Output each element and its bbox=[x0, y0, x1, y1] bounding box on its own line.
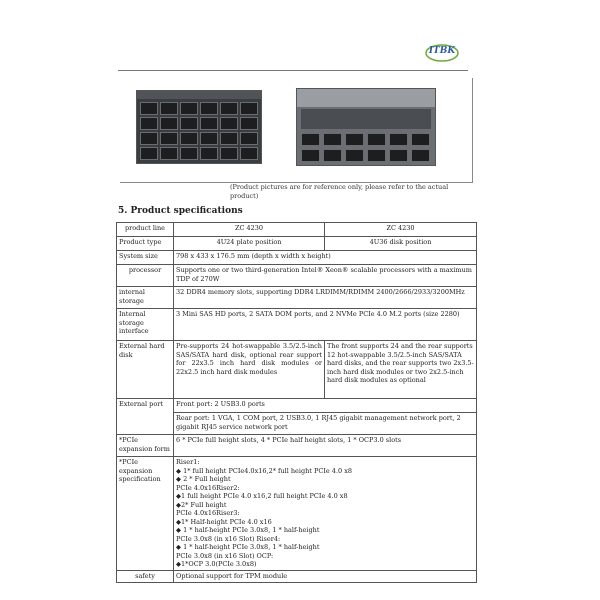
drive-bay bbox=[301, 149, 320, 162]
cell: Rear port: 1 VGA, 1 COM port, 2 USB3.0, 1 RJ45 gigabit management network port, 2 gigabit RJ45 service network port bbox=[174, 413, 477, 435]
drive-bay bbox=[240, 102, 258, 115]
cell: 3 Mini SAS HD ports, 2 SATA DOM ports, and 2 NVMe PCIe 4.0 M.2 ports (size 2280) bbox=[174, 309, 477, 341]
header-rule bbox=[118, 70, 468, 71]
table-row bbox=[117, 309, 477, 341]
drive-bay bbox=[200, 132, 218, 145]
table-row bbox=[117, 265, 477, 287]
drive-bay bbox=[140, 102, 158, 115]
drive-bay bbox=[160, 147, 178, 160]
table-row bbox=[117, 237, 477, 251]
pcie-spec-line: PCIe 4.0x16Riser3: bbox=[176, 509, 240, 517]
cell: 4U36 disk position bbox=[325, 237, 477, 251]
photo-caption: (Product pictures are for reference only, please refer to the actual product) bbox=[230, 183, 449, 200]
product-photos bbox=[120, 78, 473, 183]
drive-bay bbox=[140, 117, 158, 130]
drive-bay bbox=[160, 117, 178, 130]
drive-bay bbox=[220, 117, 238, 130]
row-label: External port bbox=[117, 399, 174, 435]
cell: 32 DDR4 memory slots, supporting DDR4 LRDIMM/RDIMM 2400/2666/2933/3200MHz bbox=[174, 287, 477, 309]
table-row bbox=[117, 287, 477, 309]
drive-bay bbox=[180, 117, 198, 130]
table-row bbox=[117, 457, 477, 571]
drive-bay bbox=[411, 149, 430, 162]
drive-bay bbox=[160, 102, 178, 115]
pcie-spec-line: ◆ 1 * half-height PCIe 3.0x8, 1 * half-height bbox=[176, 543, 320, 551]
row-label: processor bbox=[117, 265, 174, 287]
cell bbox=[174, 457, 477, 571]
pcie-spec-line: ◆2* Full height bbox=[176, 500, 227, 509]
drive-bay bbox=[180, 147, 198, 160]
table-row bbox=[117, 223, 477, 237]
itbk-logo bbox=[424, 42, 460, 64]
pcie-spec-line: PCIe 3.0x8 (in x16 Slot) OCP: bbox=[176, 551, 274, 560]
pcie-spec-line: ◆1* Half-height PCIe 4.0 x16 bbox=[176, 517, 272, 526]
spec-table bbox=[116, 222, 477, 583]
drive-bay bbox=[220, 132, 238, 145]
drive-bay bbox=[200, 117, 218, 130]
drive-bay bbox=[345, 149, 364, 162]
drive-bay bbox=[180, 102, 198, 115]
pcie-spec-line: ◆ 1 * half-height PCIe 3.0x8, 1 * half-height bbox=[176, 526, 320, 534]
drive-bay bbox=[220, 147, 238, 160]
table-row bbox=[117, 341, 477, 399]
cell: ZC 4230 bbox=[174, 223, 325, 237]
row-label: *PCIe expansion specification bbox=[117, 457, 174, 571]
table-row bbox=[117, 435, 477, 457]
drive-bay bbox=[200, 102, 218, 115]
row-label: Product type bbox=[117, 237, 174, 251]
cell: ZC 4230 bbox=[325, 223, 477, 237]
drive-bay bbox=[389, 149, 408, 162]
pcie-spec-line: PCIe 4.0x16Riser2: bbox=[176, 483, 240, 492]
drive-bay bbox=[367, 133, 386, 146]
row-label: internal storage bbox=[117, 287, 174, 309]
logo-text: ITBK bbox=[428, 46, 456, 56]
drive-bay bbox=[240, 117, 258, 130]
drive-bay bbox=[140, 147, 158, 160]
cell: 6 * PCIe full height slots, 4 * PCIe half height slots, 1 * OCP3.0 slots bbox=[174, 435, 477, 457]
pcie-spec-line: ◆1*OCP 3.0(PCIe 3.0x8) bbox=[176, 560, 257, 568]
row-label: System size bbox=[117, 251, 174, 265]
cell: 4U24 plate position bbox=[174, 237, 325, 251]
drive-bay bbox=[140, 132, 158, 145]
cell: Front port: 2 USB3.0 ports bbox=[174, 399, 477, 413]
drive-bay bbox=[220, 102, 238, 115]
pcie-spec-line: Riser1: bbox=[176, 458, 200, 466]
drive-bay bbox=[389, 133, 408, 146]
drive-bay bbox=[323, 149, 342, 162]
cell: The front supports 24 and the rear supports 12 hot-swappable 3.5/2.5-inch SAS/SATA hard disks, and the rear supports two 2x3.5-inch hard disk modules or two 2x2.5-inch hard disk modules as optional bbox=[325, 341, 477, 399]
server-4u36-image bbox=[296, 88, 436, 166]
pcie-spec-line: ◆1 full height PCIe 4.0 x16,2 full height PCIe 4.0 x8 bbox=[176, 492, 348, 500]
cell: Pre-supports 24 hot-swappable 3.5/2.5-inch SAS/SATA hard disk, optional rear support for 22x3.5 inch hard disk modules or 22x2.5 inch hard disk modules bbox=[174, 341, 325, 399]
drive-bay bbox=[240, 147, 258, 160]
drive-bay bbox=[240, 132, 258, 145]
pcie-spec-line: ◆ 1* full height PCIe4.0x16,2* full height PCIe 4.0 x8 bbox=[176, 466, 353, 475]
drive-bay bbox=[323, 133, 342, 146]
drive-bay bbox=[160, 132, 178, 145]
drive-bay bbox=[345, 133, 364, 146]
cell: Optional support for TPM module bbox=[174, 570, 477, 582]
table-row bbox=[117, 570, 477, 582]
cell: 798 x 433 x 176.5 mm (depth x width x height) bbox=[174, 251, 477, 265]
row-label: *PCIe expansion form bbox=[117, 435, 174, 457]
section-title: 5. Product specifications bbox=[118, 206, 243, 216]
drive-bay bbox=[200, 147, 218, 160]
row-label: safety bbox=[117, 570, 174, 582]
row-label: product line bbox=[117, 223, 174, 237]
drive-bay bbox=[301, 133, 320, 146]
server-4u24-image bbox=[136, 90, 262, 164]
row-label: Internal storage interface bbox=[117, 309, 174, 341]
drive-bay bbox=[411, 133, 430, 146]
row-label: External hard disk bbox=[117, 341, 174, 399]
table-row bbox=[117, 399, 477, 413]
pcie-spec-line: ◆ 2 * Full height bbox=[176, 475, 231, 483]
pcie-spec-line: PCIe 3.0x8 (in x16 Slot) Riser4: bbox=[176, 534, 281, 543]
cell: Supports one or two third-generation Intel® Xeon® scalable processors with a maximum TDP of 270W bbox=[174, 265, 477, 287]
drive-bay bbox=[180, 132, 198, 145]
table-row bbox=[117, 251, 477, 265]
drive-bay bbox=[367, 149, 386, 162]
